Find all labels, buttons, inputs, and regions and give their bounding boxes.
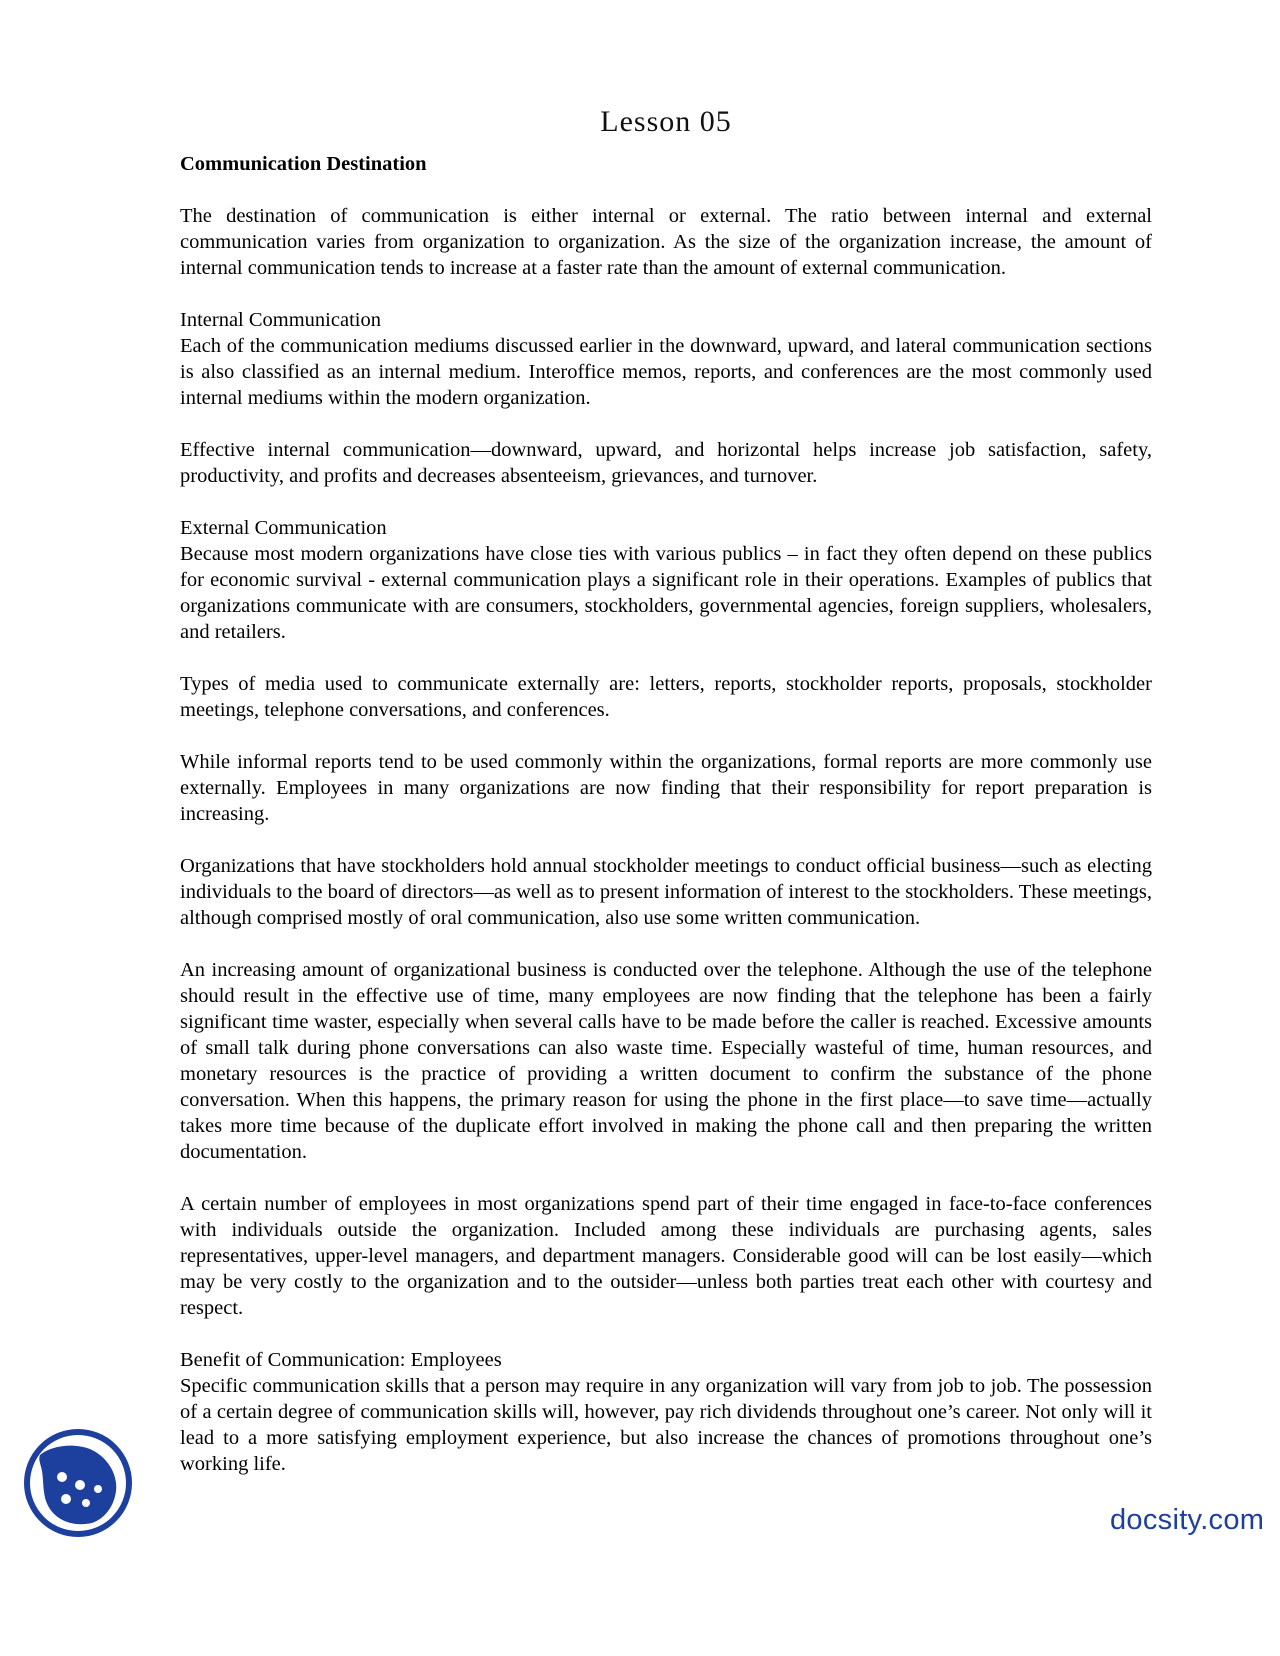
internal-paragraph-2: Effective internal communication—downward, upward, and horizontal helps increase job satisfaction, safety, productivity, and profits and decreases absenteeism, grievances, and turnover. [180, 439, 1152, 487]
external-paragraph-6: A certain number of employees in most organizations spend part of their time engaged in face-to-face conferences with individuals outside the organization. Included among these individuals are purchasing agents, sales representatives, upper-level managers, and department managers. Considerable good will can be lost easily—which may be very costly to the organization and to the outsider—unless both parties treat each other with courtesy and respect. [180, 1193, 1152, 1319]
external-paragraph-4: Organizations that have stockholders hold annual stockholder meetings to conduct official business—such as electing individuals to the board of directors—as well as to present information of interest to the stockholders. These meetings, although comprised mostly of oral communication, also use some written communication. [180, 855, 1152, 929]
external-paragraph-2: Types of media used to communicate externally are: letters, reports, stockholder reports, proposals, stockholder meetings, telephone conversations, and conferences. [180, 673, 1152, 721]
external-paragraph-1: Because most modern organizations have close ties with various publics – in fact they often depend on these publics for economic survival - external communication plays a significant role in their operations. Examples of publics that organizations communicate with are consumers, stockholders, governmental agencies, foreign suppliers, wholesalers, and retailers. [180, 543, 1152, 643]
benefit-communication-title: Benefit of Communication: Employees [180, 1349, 502, 1371]
docsity-logo-icon[interactable] [22, 1427, 134, 1539]
internal-communication-title: Internal Communication [180, 309, 381, 331]
document-page [180, 105, 1152, 1503]
internal-paragraph-1: Each of the communication mediums discussed earlier in the downward, upward, and lateral communication sections is also classified as an internal medium. Interoffice memos, reports, and conferences are the most commonly used internal mediums within the modern organization. [180, 335, 1152, 409]
intro-paragraph: The destination of communication is either internal or external. The ratio between internal and external communication varies from organization to organization. As the size of the organization increase, the amount of internal communication tends to increase at a faster rate than the amount of external communication. [180, 205, 1152, 279]
external-paragraph-5: An increasing amount of organizational business is conducted over the telephone. Although the use of the telephone should result in the effective use of time, many employees are now finding that the telephone has been a fairly significant time waster, especially when several calls have to be made before the caller is reached. Excessive amounts of small talk during phone conversations can also waste time. Especially wasteful of time, human resources, and monetary resources is the practice of providing a written document to confirm the substance of the phone conversation. When this happens, the primary reason for using the phone in the first place—to save time—actually takes more time because of the duplicate effort involved in making the phone call and then preparing the written documentation. [180, 959, 1152, 1163]
docsity-logo-graphic [22, 1427, 134, 1539]
docsity-site-link[interactable]: docsity.com [1110, 1504, 1265, 1536]
benefit-paragraph-1: Specific communication skills that a person may require in any organization will vary from job to job. The possession of a certain degree of communication skills will, however, pay rich dividends throughout one’s career. Not only will it lead to a more satisfying employment experience, but also increase the chances of promotions throughout one’s working life. [180, 1375, 1152, 1475]
lesson-title: Lesson 05 [600, 105, 732, 138]
external-paragraph-3: While informal reports tend to be used commonly within the organizations, formal reports are more commonly use externally. Employees in many organizations are now finding that their responsibility for report preparation is increasing. [180, 751, 1152, 825]
external-communication-title: External Communication [180, 517, 387, 539]
section-heading: Communication Destination [180, 153, 427, 175]
